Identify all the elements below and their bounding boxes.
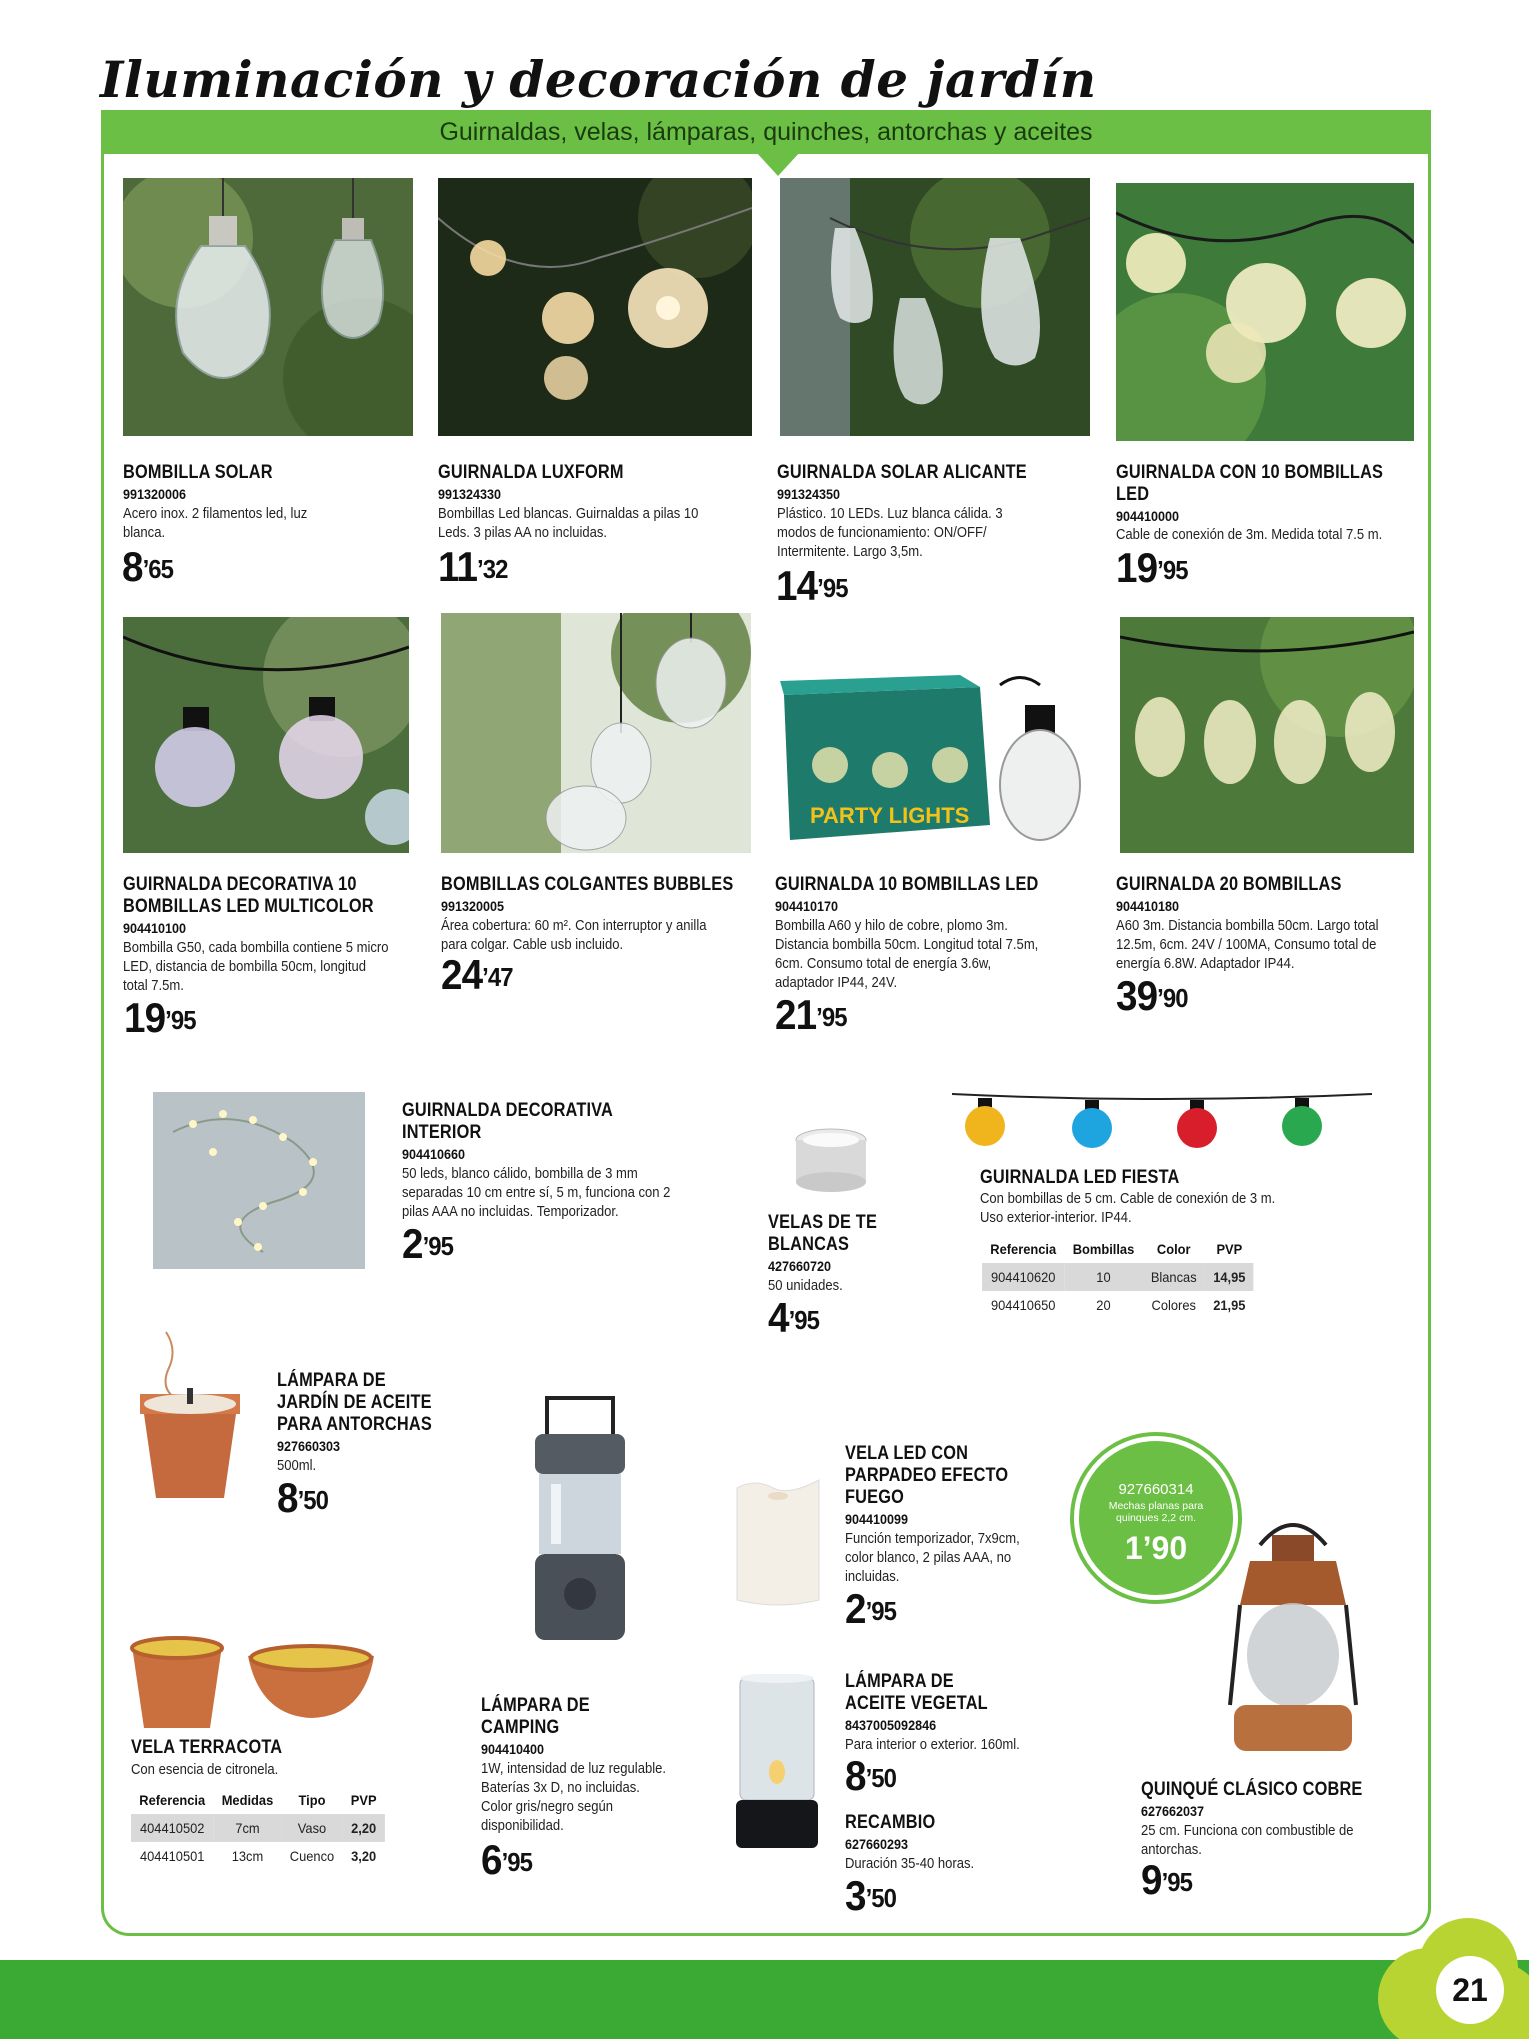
product-desc: 25 cm. Funciona con combustible de antorchas. (1141, 1823, 1354, 1858)
guirnalda-luxform-image[interactable] (438, 178, 752, 436)
quinque-image[interactable] (1220, 1505, 1366, 1757)
product-price: $19^{’95}$ (1116, 544, 1188, 591)
product-name: RECAMBIO (845, 1812, 936, 1833)
product-ref: 427660720 (768, 1258, 832, 1274)
table-cell: Vaso (282, 1814, 343, 1842)
product-price: $8^{’65}$ (122, 543, 174, 590)
product-desc: 500ml. (277, 1458, 317, 1474)
badge-ref: 927660314 (1118, 1481, 1194, 1498)
guirnalda-10-led-image[interactable] (780, 675, 1090, 850)
product-ref: 904410100 (123, 920, 187, 936)
product-name: VELAS DE TE BLANCAS (768, 1212, 878, 1255)
product-name: GUIRNALDA DECORATIVA 10 BOMBILLAS LED MULTICOLOR (123, 874, 374, 917)
product-price: $6^{’95}$ (481, 1836, 533, 1883)
product-price: $39^{’90}$ (1116, 972, 1188, 1019)
product-desc: Bombillas Led blancas. Guirnaldas a pilas 10 Leds. 3 pilas AA no incluidas. (438, 506, 699, 541)
table-header: PVP (1216, 1241, 1243, 1257)
table-header: Color (1156, 1241, 1191, 1257)
product-name: GUIRNALDA SOLAR ALICANTE (777, 462, 1027, 483)
party-lights-label: PARTY LIGHTS (810, 803, 970, 828)
footer-bar (0, 1960, 1529, 2039)
product-desc: Bombilla A60 y hilo de cobre, plomo 3m. Distancia bombilla 50cm. Longitud total 7.5m, 6cm. Consumo total de energía 3.6w, adaptador IP44, 24V. (775, 918, 1039, 991)
table-cell: 21,95 (1213, 1297, 1246, 1313)
product-ref: 991324330 (438, 486, 502, 502)
product-desc: Función temporizador, 7x9cm, color blanco, 2 pilas AAA, no incluidas. (845, 1531, 1020, 1585)
category-banner: Guirnaldas, velas, lámparas, quinches, antorchas y aceites (101, 110, 1431, 154)
table-cell: Cuenco (289, 1848, 335, 1864)
product-ref: 991320006 (123, 486, 187, 502)
product-name: GUIRNALDA DECORATIVA INTERIOR (402, 1100, 613, 1143)
product-desc: Bombilla G50, cada bombilla contiene 5 micro LED, distancia de bombilla 50cm, longitud total 7.5m. (123, 940, 389, 994)
badge-price: 1’90 (1124, 1530, 1188, 1566)
product-name: LÁMPARA DE JARDÍN DE ACEITE PARA ANTORCHAS (277, 1370, 432, 1435)
product-ref: 8437005092846 (845, 1717, 937, 1733)
table-cell: 14,95 (1205, 1263, 1254, 1291)
guirnalda-10-bombillas-image[interactable] (1116, 183, 1414, 441)
product-price: $8^{’50}$ (845, 1752, 897, 1799)
product-price: $3^{’50}$ (845, 1872, 897, 1919)
table-row (982, 1263, 1254, 1291)
product-name: VELA TERRACOTA (131, 1737, 283, 1758)
table-cell: 20 (1096, 1297, 1111, 1313)
table-header: Referencia (139, 1792, 206, 1808)
product-ref: 927660303 (277, 1438, 341, 1454)
table-cell: 2,20 (342, 1814, 384, 1842)
product-ref: 627660293 (845, 1836, 909, 1852)
lampara-jardin-image[interactable] (138, 1330, 242, 1506)
product-name: LÁMPARA DE ACEITE VEGETAL (845, 1671, 988, 1714)
page-number: 21 (1452, 1972, 1488, 2008)
lampara-camping-image[interactable] (527, 1394, 633, 1644)
guirnalda-interior-image[interactable] (153, 1092, 365, 1269)
product-price: $2^{’95}$ (845, 1585, 897, 1632)
product-ref: 904410660 (402, 1146, 466, 1162)
mechas-badge (1074, 1436, 1238, 1600)
banner-arrow (756, 152, 800, 176)
product-price: $11^{’32}$ (438, 543, 508, 590)
fiesta-table (982, 1235, 1254, 1319)
guirnalda-20-bombillas-image[interactable] (1120, 617, 1414, 853)
table-cell: 3,20 (351, 1848, 377, 1864)
table-cell: 904410620 (982, 1263, 1064, 1291)
table-cell: 904410650 (990, 1297, 1056, 1313)
product-ref: 991320005 (441, 898, 505, 914)
badge-desc: Mechas planas para quinques 2,2 cm. (1108, 1500, 1204, 1524)
product-desc: A60 3m. Distancia bombilla 50cm. Largo total 12.5m, 6cm. 24V / 100MA, Consumo total de energía 6.8W. Adaptador IP44. (1116, 918, 1379, 972)
product-name: BOMBILLAS COLGANTES BUBBLES (441, 874, 734, 895)
product-ref: 904410180 (1116, 898, 1180, 914)
product-price: $19^{’95}$ (124, 994, 196, 1041)
product-name: GUIRNALDA 20 BOMBILLAS (1116, 874, 1342, 895)
table-cell: 13cm (231, 1848, 264, 1864)
guirnalda-solar-alicante-image[interactable] (780, 178, 1090, 436)
product-price: $21^{’95}$ (775, 991, 847, 1038)
product-name: LÁMPARA DE CAMPING (481, 1695, 590, 1738)
product-desc: Con bombillas de 5 cm. Cable de conexión de 3 m. Uso exterior-interior. IP44. (980, 1191, 1276, 1226)
guirnalda-multicolor-image[interactable] (123, 617, 409, 853)
product-desc: 50 leds, blanco cálido, bombilla de 3 mm separadas 10 cm entre sí, 5 m, funciona con 2 pilas AAA no incluidas. Temporizador. (402, 1166, 671, 1220)
vela-led-image[interactable] (733, 1474, 823, 1610)
product-name: GUIRNALDA CON 10 BOMBILLAS LED (1116, 462, 1384, 505)
table-header: Referencia (990, 1241, 1057, 1257)
product-name: QUINQUÉ CLÁSICO COBRE (1141, 1779, 1363, 1800)
product-desc: 50 unidades. (768, 1278, 843, 1294)
table-header: Bombillas (1072, 1241, 1135, 1257)
product-name: GUIRNALDA 10 BOMBILLAS LED (775, 874, 1039, 895)
product-ref: 991324350 (777, 486, 841, 502)
lampara-aceite-vegetal-image[interactable] (732, 1674, 822, 1850)
terracota-table (131, 1786, 385, 1870)
product-name: GUIRNALDA LED FIESTA (980, 1167, 1180, 1188)
product-ref: 904410000 (1116, 508, 1180, 524)
product-name: GUIRNALDA LUXFORM (438, 462, 624, 483)
table-cell: 7cm (213, 1814, 281, 1842)
product-desc: Cable de conexión de 3m. Medida total 7.5 m. (1116, 527, 1383, 543)
table-cell: Blancas (1143, 1263, 1205, 1291)
product-price: $14^{’95}$ (776, 562, 848, 609)
product-ref: 904410400 (481, 1741, 545, 1757)
product-desc: Plástico. 10 LEDs. Luz blanca cálida. 3 modos de funcionamiento: ON/OFF/ Intermitente. Largo 3,5m. (777, 506, 1003, 560)
table-cell: 404410502 (131, 1814, 213, 1842)
table-cell: 404410501 (139, 1848, 205, 1864)
table-header: Tipo (298, 1792, 326, 1808)
product-price: $2^{’95}$ (402, 1220, 454, 1267)
product-ref: 627662037 (1141, 1803, 1205, 1819)
velas-te-image[interactable] (793, 1126, 869, 1194)
product-ref: 904410170 (775, 898, 839, 914)
bombillas-bubbles-image[interactable] (441, 613, 751, 853)
product-price: $9^{’95}$ (1141, 1856, 1193, 1903)
product-desc: 1W, intensidad de luz regulable. Baterías 3x D, no incluidas. Color gris/negro según disponibilidad. (481, 1761, 667, 1834)
table-row (982, 1291, 1254, 1319)
table-row (131, 1814, 385, 1842)
guirnalda-fiesta-image[interactable] (952, 1090, 1372, 1154)
product-price: $8^{’50}$ (277, 1474, 329, 1521)
product-desc: Con esencia de citronela. (131, 1762, 279, 1778)
table-header: Medidas (221, 1792, 274, 1808)
bombilla-solar-image[interactable] (123, 178, 413, 436)
product-name: BOMBILLA SOLAR (123, 462, 273, 483)
product-ref: 904410099 (845, 1511, 909, 1527)
product-price: $24^{’47}$ (441, 951, 513, 998)
product-desc: Acero inox. 2 filamentos led, luz blanca. (123, 506, 308, 541)
page-title: Iluminación y decoración de jardín (100, 50, 1097, 109)
table-header: PVP (350, 1792, 377, 1808)
product-name: VELA LED CON PARPADEO EFECTO FUEGO (845, 1443, 1009, 1508)
vela-terracota-image[interactable] (128, 1636, 376, 1734)
product-desc: Duración 35-40 horas. (845, 1856, 975, 1872)
product-desc: Área cobertura: 60 m². Con interruptor y anilla para colgar. Cable usb incluido. (441, 918, 707, 953)
table-cell: Colores (1151, 1297, 1196, 1313)
product-price: $4^{’95}$ (768, 1294, 820, 1341)
product-desc: Para interior o exterior. 160ml. (845, 1737, 1020, 1753)
table-row (131, 1842, 385, 1870)
table-cell: 10 (1064, 1263, 1142, 1291)
